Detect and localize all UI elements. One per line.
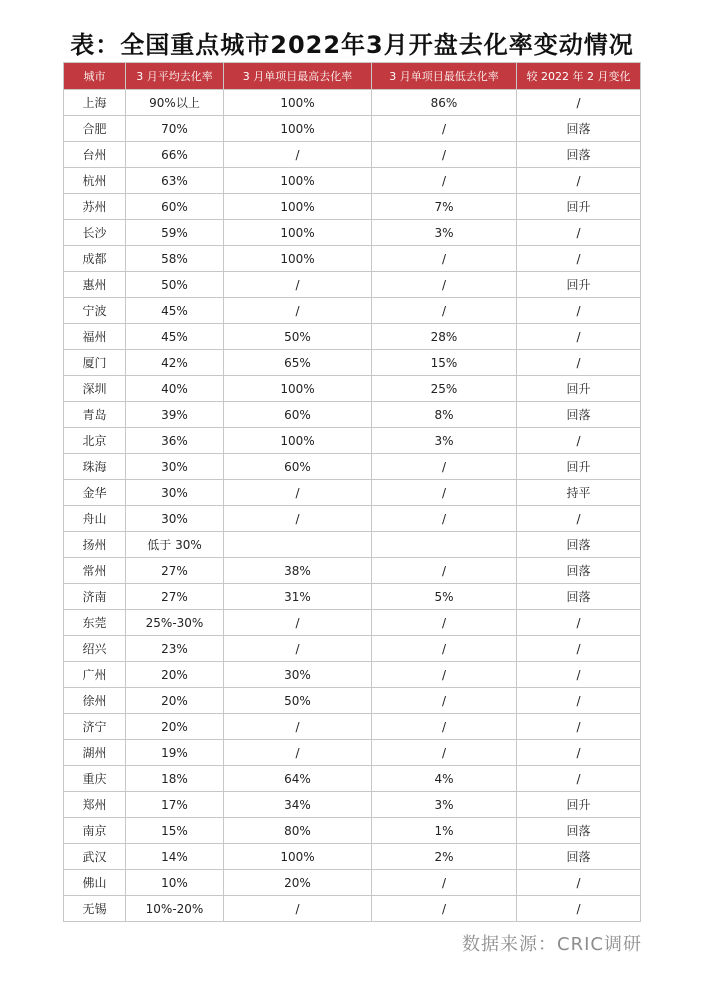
table-row	[64, 844, 641, 870]
change-cell: /	[517, 688, 641, 714]
change-cell: 回落	[517, 818, 641, 844]
avg-rate-cell: 30%	[126, 454, 224, 480]
data-table	[63, 62, 641, 922]
avg-rate-cell: 18%	[126, 766, 224, 792]
max-rate-cell: /	[224, 610, 372, 636]
table-row	[64, 298, 641, 324]
min-rate-cell: 4%	[372, 766, 517, 792]
max-rate-cell: 34%	[224, 792, 372, 818]
avg-rate-cell: 14%	[126, 844, 224, 870]
city-cell: 湖州	[64, 740, 126, 766]
change-cell: /	[517, 246, 641, 272]
avg-rate-cell: 90%以上	[126, 90, 224, 116]
min-rate-cell: 1%	[372, 818, 517, 844]
change-cell: /	[517, 740, 641, 766]
header-avg-rate: 3 月平均去化率	[126, 63, 224, 90]
city-cell: 舟山	[64, 506, 126, 532]
city-cell: 宁波	[64, 298, 126, 324]
city-cell: 北京	[64, 428, 126, 454]
change-cell: 回落	[517, 142, 641, 168]
max-rate-cell: /	[224, 636, 372, 662]
change-cell: /	[517, 610, 641, 636]
avg-rate-cell: 45%	[126, 298, 224, 324]
city-cell: 武汉	[64, 844, 126, 870]
max-rate-cell: 100%	[224, 844, 372, 870]
min-rate-cell: /	[372, 298, 517, 324]
city-cell: 常州	[64, 558, 126, 584]
max-rate-cell: 60%	[224, 402, 372, 428]
max-rate-cell: /	[224, 480, 372, 506]
table-row	[64, 740, 641, 766]
min-rate-cell: 3%	[372, 792, 517, 818]
avg-rate-cell: 60%	[126, 194, 224, 220]
change-cell: 回落	[517, 584, 641, 610]
change-cell: /	[517, 636, 641, 662]
min-rate-cell: /	[372, 896, 517, 922]
city-cell: 济宁	[64, 714, 126, 740]
city-cell: 台州	[64, 142, 126, 168]
change-cell: 回落	[517, 402, 641, 428]
max-rate-cell: 100%	[224, 168, 372, 194]
table-row	[64, 480, 641, 506]
change-cell: /	[517, 298, 641, 324]
change-cell: 回落	[517, 532, 641, 558]
min-rate-cell: 3%	[372, 220, 517, 246]
max-rate-cell: 50%	[224, 324, 372, 350]
table-row	[64, 766, 641, 792]
table-row	[64, 818, 641, 844]
change-cell: 回升	[517, 792, 641, 818]
header-city: 城市	[64, 63, 126, 90]
change-cell: 回落	[517, 844, 641, 870]
city-cell: 上海	[64, 90, 126, 116]
avg-rate-cell: 23%	[126, 636, 224, 662]
table-row	[64, 350, 641, 376]
change-cell: /	[517, 220, 641, 246]
max-rate-cell: 31%	[224, 584, 372, 610]
max-rate-cell: 100%	[224, 194, 372, 220]
city-cell: 成都	[64, 246, 126, 272]
max-rate-cell: 65%	[224, 350, 372, 376]
change-cell: /	[517, 428, 641, 454]
table-row	[64, 402, 641, 428]
min-rate-cell: /	[372, 116, 517, 142]
max-rate-cell: 38%	[224, 558, 372, 584]
max-rate-cell: /	[224, 506, 372, 532]
city-cell: 无锡	[64, 896, 126, 922]
city-cell: 青岛	[64, 402, 126, 428]
city-cell: 东莞	[64, 610, 126, 636]
min-rate-cell: /	[372, 714, 517, 740]
city-cell: 深圳	[64, 376, 126, 402]
avg-rate-cell: 39%	[126, 402, 224, 428]
min-rate-cell	[372, 532, 517, 558]
header-change: 较 2022 年 2 月变化	[517, 63, 641, 90]
avg-rate-cell: 59%	[126, 220, 224, 246]
avg-rate-cell: 20%	[126, 688, 224, 714]
table-row	[64, 220, 641, 246]
table-row	[64, 688, 641, 714]
table-row	[64, 376, 641, 402]
table-header-row	[64, 63, 641, 90]
table-row	[64, 428, 641, 454]
table-row	[64, 116, 641, 142]
change-cell: 回落	[517, 558, 641, 584]
change-cell: /	[517, 350, 641, 376]
table-row	[64, 662, 641, 688]
change-cell: /	[517, 896, 641, 922]
table-row	[64, 142, 641, 168]
min-rate-cell: /	[372, 454, 517, 480]
city-cell: 惠州	[64, 272, 126, 298]
city-cell: 广州	[64, 662, 126, 688]
min-rate-cell: /	[372, 636, 517, 662]
max-rate-cell: /	[224, 740, 372, 766]
table-row	[64, 584, 641, 610]
min-rate-cell: /	[372, 506, 517, 532]
city-cell: 合肥	[64, 116, 126, 142]
max-rate-cell: /	[224, 298, 372, 324]
avg-rate-cell: 低于 30%	[126, 532, 224, 558]
change-cell: 回升	[517, 272, 641, 298]
source-note: 数据来源：CRIC调研	[462, 934, 642, 955]
min-rate-cell: 7%	[372, 194, 517, 220]
min-rate-cell: 86%	[372, 90, 517, 116]
min-rate-cell: /	[372, 662, 517, 688]
table-row	[64, 610, 641, 636]
min-rate-cell: /	[372, 272, 517, 298]
city-cell: 济南	[64, 584, 126, 610]
max-rate-cell: /	[224, 272, 372, 298]
page-title: 表：全国重点城市2022年3月开盘去化率变动情况	[70, 31, 634, 59]
max-rate-cell: 100%	[224, 220, 372, 246]
city-cell: 南京	[64, 818, 126, 844]
avg-rate-cell: 42%	[126, 350, 224, 376]
city-cell: 苏州	[64, 194, 126, 220]
city-cell: 佛山	[64, 870, 126, 896]
change-cell: /	[517, 766, 641, 792]
max-rate-cell: /	[224, 896, 372, 922]
max-rate-cell: 100%	[224, 116, 372, 142]
change-cell: /	[517, 714, 641, 740]
table-row	[64, 454, 641, 480]
max-rate-cell: 50%	[224, 688, 372, 714]
city-cell: 福州	[64, 324, 126, 350]
city-cell: 金华	[64, 480, 126, 506]
table-row	[64, 194, 641, 220]
table-row	[64, 714, 641, 740]
min-rate-cell: 15%	[372, 350, 517, 376]
table-row	[64, 896, 641, 922]
city-cell: 杭州	[64, 168, 126, 194]
avg-rate-cell: 45%	[126, 324, 224, 350]
change-cell: 回升	[517, 376, 641, 402]
max-rate-cell: 20%	[224, 870, 372, 896]
max-rate-cell: 100%	[224, 90, 372, 116]
min-rate-cell: 3%	[372, 428, 517, 454]
avg-rate-cell: 70%	[126, 116, 224, 142]
max-rate-cell: 60%	[224, 454, 372, 480]
table-row	[64, 506, 641, 532]
avg-rate-cell: 10%-20%	[126, 896, 224, 922]
avg-rate-cell: 20%	[126, 714, 224, 740]
avg-rate-cell: 58%	[126, 246, 224, 272]
change-cell: /	[517, 168, 641, 194]
city-cell: 长沙	[64, 220, 126, 246]
min-rate-cell: /	[372, 168, 517, 194]
min-rate-cell: /	[372, 610, 517, 636]
change-cell: /	[517, 662, 641, 688]
avg-rate-cell: 63%	[126, 168, 224, 194]
city-cell: 扬州	[64, 532, 126, 558]
city-cell: 徐州	[64, 688, 126, 714]
avg-rate-cell: 10%	[126, 870, 224, 896]
max-rate-cell: 30%	[224, 662, 372, 688]
table-row	[64, 324, 641, 350]
city-cell: 珠海	[64, 454, 126, 480]
avg-rate-cell: 50%	[126, 272, 224, 298]
min-rate-cell: /	[372, 870, 517, 896]
city-cell: 厦门	[64, 350, 126, 376]
max-rate-cell: 80%	[224, 818, 372, 844]
min-rate-cell: /	[372, 142, 517, 168]
min-rate-cell: 28%	[372, 324, 517, 350]
avg-rate-cell: 27%	[126, 558, 224, 584]
max-rate-cell: 100%	[224, 428, 372, 454]
avg-rate-cell: 36%	[126, 428, 224, 454]
max-rate-cell: 100%	[224, 376, 372, 402]
avg-rate-cell: 15%	[126, 818, 224, 844]
table-body	[64, 90, 641, 922]
avg-rate-cell: 17%	[126, 792, 224, 818]
avg-rate-cell: 66%	[126, 142, 224, 168]
change-cell: /	[517, 506, 641, 532]
max-rate-cell: /	[224, 142, 372, 168]
change-cell: 持平	[517, 480, 641, 506]
min-rate-cell: /	[372, 558, 517, 584]
table-row	[64, 532, 641, 558]
min-rate-cell: /	[372, 246, 517, 272]
min-rate-cell: 5%	[372, 584, 517, 610]
max-rate-cell: 100%	[224, 246, 372, 272]
city-cell: 郑州	[64, 792, 126, 818]
avg-rate-cell: 40%	[126, 376, 224, 402]
table-row	[64, 272, 641, 298]
max-rate-cell: 64%	[224, 766, 372, 792]
table-row	[64, 792, 641, 818]
min-rate-cell: 8%	[372, 402, 517, 428]
avg-rate-cell: 19%	[126, 740, 224, 766]
change-cell: 回升	[517, 194, 641, 220]
avg-rate-cell: 25%-30%	[126, 610, 224, 636]
max-rate-cell	[224, 532, 372, 558]
min-rate-cell: 2%	[372, 844, 517, 870]
change-cell: /	[517, 870, 641, 896]
table-row	[64, 636, 641, 662]
table-row	[64, 870, 641, 896]
min-rate-cell: /	[372, 688, 517, 714]
change-cell: 回落	[517, 116, 641, 142]
change-cell: /	[517, 90, 641, 116]
city-cell: 绍兴	[64, 636, 126, 662]
table-row	[64, 246, 641, 272]
table-row	[64, 558, 641, 584]
avg-rate-cell: 27%	[126, 584, 224, 610]
header-min-rate: 3 月单项目最低去化率	[372, 63, 517, 90]
avg-rate-cell: 30%	[126, 506, 224, 532]
table-row	[64, 168, 641, 194]
table-row	[64, 90, 641, 116]
avg-rate-cell: 30%	[126, 480, 224, 506]
change-cell: /	[517, 324, 641, 350]
min-rate-cell: 25%	[372, 376, 517, 402]
min-rate-cell: /	[372, 740, 517, 766]
header-max-rate: 3 月单项目最高去化率	[224, 63, 372, 90]
max-rate-cell: /	[224, 714, 372, 740]
change-cell: 回升	[517, 454, 641, 480]
city-cell: 重庆	[64, 766, 126, 792]
avg-rate-cell: 20%	[126, 662, 224, 688]
min-rate-cell: /	[372, 480, 517, 506]
